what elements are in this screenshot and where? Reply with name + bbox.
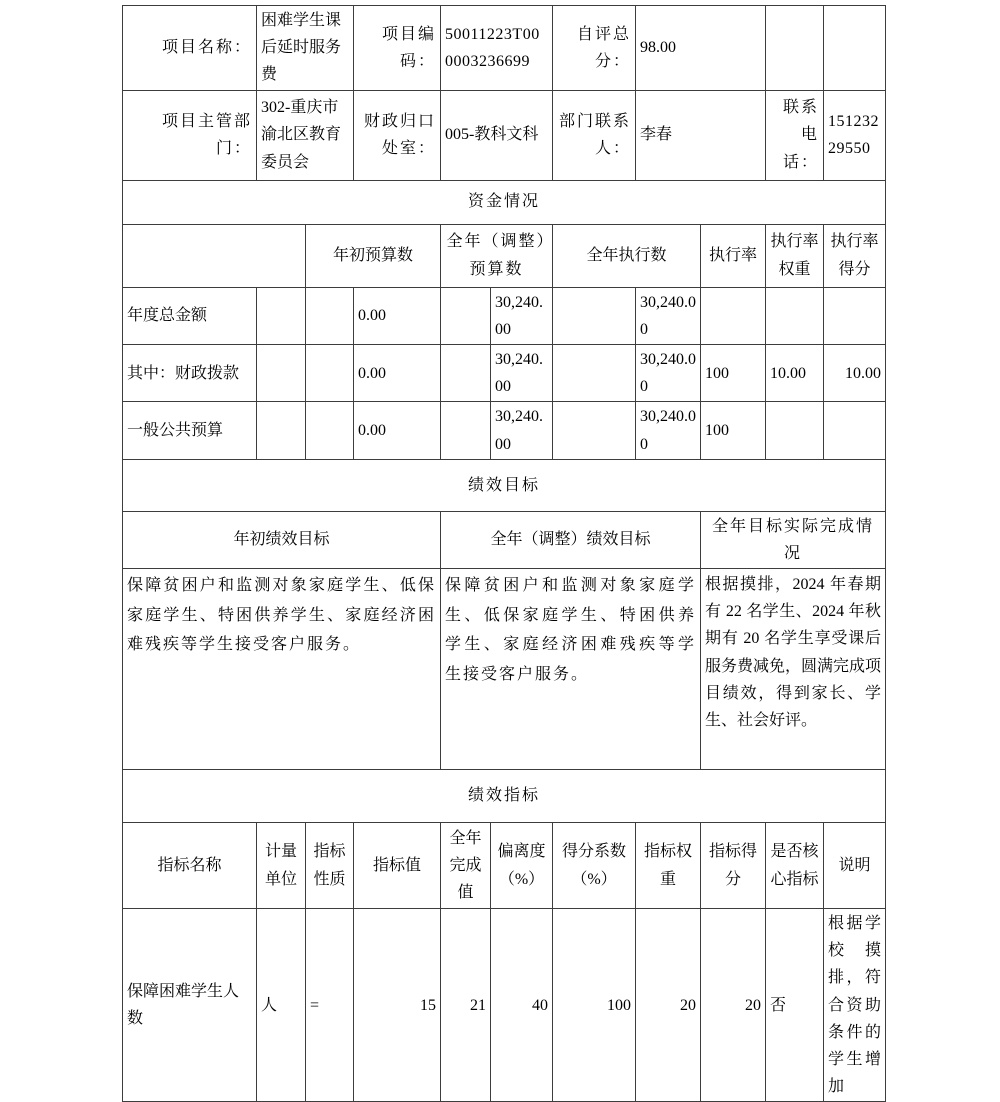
empty-cell xyxy=(123,224,306,287)
empty-cell xyxy=(553,287,636,344)
funding-header-rate-score: 执行率得分 xyxy=(824,224,886,287)
indicator-header-deviation: 偏离度（%） xyxy=(491,823,553,909)
indicator-header-name: 指标名称 xyxy=(123,823,257,909)
funding-adjusted-budget: 30,240.00 xyxy=(491,402,553,459)
funding-rate: 100 xyxy=(701,402,766,459)
indicator-header-score-coef: 得分系数（%） xyxy=(553,823,636,909)
indicator-score-coef: 100 xyxy=(553,909,636,1102)
self-score-value: 98.00 xyxy=(636,6,766,91)
funding-rate-score: 10.00 xyxy=(824,344,886,401)
funding-section-title: 资金情况 xyxy=(123,180,886,224)
indicator-deviation: 40 xyxy=(491,909,553,1102)
project-code-value: 50011223T000003236699 xyxy=(441,6,553,91)
indicator-name: 保障困难学生人数 xyxy=(123,909,257,1102)
project-name-label: 项目名称： xyxy=(123,6,257,91)
indicator-target: 15 xyxy=(354,909,441,1102)
indicator-header-nature: 指标性质 xyxy=(306,823,354,909)
indicator-header-is-core: 是否核心指标 xyxy=(766,823,824,909)
empty-cell xyxy=(553,402,636,459)
funding-header-row xyxy=(123,224,886,287)
funding-row-fiscal xyxy=(123,344,886,401)
indicator-header-note: 说明 xyxy=(824,823,886,909)
indicators-section-row xyxy=(123,770,886,823)
empty-cell xyxy=(257,287,306,344)
funding-executed: 30,240.00 xyxy=(636,344,701,401)
project-name-value: 困难学生课后延时服务费 xyxy=(257,6,354,91)
phone-label: 联系电话： xyxy=(766,90,824,180)
empty-cell xyxy=(306,287,354,344)
goals-header-initial: 年初绩效目标 xyxy=(123,511,441,568)
empty-cell xyxy=(441,287,491,344)
indicator-unit: 人 xyxy=(257,909,306,1102)
empty-cell xyxy=(306,344,354,401)
empty-cell xyxy=(824,6,886,91)
indicator-header-weight: 指标权重 xyxy=(636,823,701,909)
department-label: 项目主管部门： xyxy=(123,90,257,180)
contact-value: 李春 xyxy=(636,90,766,180)
contact-label: 部门联系人： xyxy=(553,90,636,180)
adjusted-goal-text: 保障贫困户和监测对象家庭学生、低保家庭学生、特困供养学生、家庭经济困难残疾等学生接受客户服务。 xyxy=(441,569,701,770)
funding-header-executed: 全年执行数 xyxy=(553,224,701,287)
indicator-header-unit: 计量单位 xyxy=(257,823,306,909)
indicators-header-row xyxy=(123,823,886,909)
empty-cell xyxy=(441,402,491,459)
phone-value: 15123229550 xyxy=(824,90,886,180)
funding-executed: 30,240.00 xyxy=(636,402,701,459)
indicator-header-score: 指标得分 xyxy=(701,823,766,909)
indicator-completed: 21 xyxy=(441,909,491,1102)
funding-initial-budget: 0.00 xyxy=(354,344,441,401)
funding-adjusted-budget: 30,240.00 xyxy=(491,344,553,401)
indicator-nature: = xyxy=(306,909,354,1102)
funding-rate-weight: 10.00 xyxy=(766,344,824,401)
indicator-header-completed: 全年完成值 xyxy=(441,823,491,909)
indicator-data-row xyxy=(123,909,886,1102)
funding-row-label: 其中：财政拨款 xyxy=(123,344,257,401)
funding-header-rate: 执行率 xyxy=(701,224,766,287)
project-code-label: 项目编码： xyxy=(354,6,441,91)
finance-office-label: 财政归口处室： xyxy=(354,90,441,180)
funding-row-public-budget xyxy=(123,402,886,459)
initial-goal-text: 保障贫困户和监测对象家庭学生、低保家庭学生、特困供养学生、家庭经济困难残疾等学生接受客户服务。 xyxy=(123,569,441,770)
funding-initial-budget: 0.00 xyxy=(354,287,441,344)
indicator-score: 20 xyxy=(701,909,766,1102)
funding-rate xyxy=(701,287,766,344)
funding-rate-weight xyxy=(766,287,824,344)
empty-cell xyxy=(257,344,306,401)
project-name-row xyxy=(123,6,886,91)
funding-initial-budget: 0.00 xyxy=(354,402,441,459)
indicator-note: 根据学校摸排，符合资助条件的学生增加 xyxy=(824,909,886,1102)
funding-executed: 30,240.00 xyxy=(636,287,701,344)
goals-content-row xyxy=(123,569,886,770)
self-score-label: 自评总分： xyxy=(553,6,636,91)
funding-row-total xyxy=(123,287,886,344)
empty-cell xyxy=(441,344,491,401)
performance-self-evaluation-table xyxy=(122,5,886,1102)
goals-section-row xyxy=(123,459,886,511)
funding-header-initial-budget: 年初预算数 xyxy=(306,224,441,287)
funding-section-row xyxy=(123,180,886,224)
funding-rate-score xyxy=(824,402,886,459)
goals-section-title: 绩效目标 xyxy=(123,459,886,511)
funding-row-label: 一般公共预算 xyxy=(123,402,257,459)
funding-rate-score xyxy=(824,287,886,344)
goals-header-adjusted: 全年（调整）绩效目标 xyxy=(441,511,701,568)
project-department-row xyxy=(123,90,886,180)
funding-adjusted-budget: 30,240.00 xyxy=(491,287,553,344)
performance-evaluation-document xyxy=(122,5,886,1102)
funding-rate: 100 xyxy=(701,344,766,401)
indicator-is-core: 否 xyxy=(766,909,824,1102)
funding-rate-weight xyxy=(766,402,824,459)
empty-cell xyxy=(306,402,354,459)
empty-cell xyxy=(257,402,306,459)
funding-header-adjusted-budget: 全年（调整）预算数 xyxy=(441,224,553,287)
funding-header-rate-weight: 执行率权重 xyxy=(766,224,824,287)
empty-cell xyxy=(553,344,636,401)
empty-cell xyxy=(766,6,824,91)
goals-header-actual: 全年目标实际完成情况 xyxy=(701,511,886,568)
finance-office-value: 005-教科文科 xyxy=(441,90,553,180)
department-value: 302-重庆市渝北区教育委员会 xyxy=(257,90,354,180)
goals-header-row xyxy=(123,511,886,568)
indicator-weight: 20 xyxy=(636,909,701,1102)
actual-completion-text: 根据摸排，2024 年春期有 22 名学生、2024 年秋期有 20 名学生享受课后服务费减免，圆满完成项目绩效，得到家长、学生、社会好评。 xyxy=(701,569,886,770)
funding-row-label: 年度总金额 xyxy=(123,287,257,344)
indicators-section-title: 绩效指标 xyxy=(123,770,886,823)
indicator-header-target: 指标值 xyxy=(354,823,441,909)
